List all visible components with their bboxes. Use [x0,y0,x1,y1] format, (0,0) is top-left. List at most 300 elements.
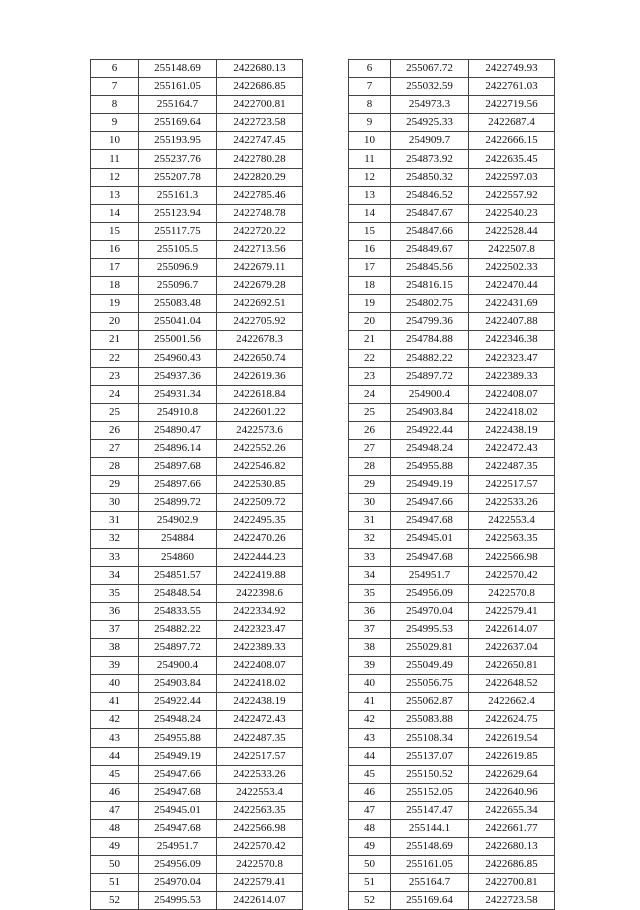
y-coordinate-cell: 2422619.54 [469,729,555,747]
x-coordinate-cell: 254956.09 [139,856,217,874]
table-row [349,584,555,602]
table-row [349,874,555,892]
y-coordinate-cell: 2422517.57 [469,476,555,494]
x-coordinate-cell: 255169.64 [391,892,469,910]
y-coordinate-cell: 2422472.43 [217,711,303,729]
y-coordinate-cell: 2422517.57 [217,747,303,765]
point-number-cell: 25 [349,403,391,421]
table-row [349,439,555,457]
x-coordinate-cell: 255164.7 [391,874,469,892]
point-number-cell: 34 [349,566,391,584]
point-number-cell: 45 [91,765,139,783]
x-coordinate-cell: 254802.75 [391,295,469,313]
table-row [91,874,303,892]
y-coordinate-cell: 2422614.07 [217,892,303,910]
x-coordinate-cell: 254945.01 [391,530,469,548]
x-coordinate-cell: 254903.84 [139,675,217,693]
x-coordinate-cell: 254845.56 [391,259,469,277]
table-row [349,856,555,874]
x-coordinate-cell: 254951.7 [391,566,469,584]
table-row [91,620,303,638]
table-row [349,458,555,476]
table-row [91,168,303,186]
table-row [91,204,303,222]
x-coordinate-cell: 255137.07 [391,747,469,765]
point-number-cell: 13 [91,186,139,204]
x-coordinate-cell: 254995.53 [391,620,469,638]
y-coordinate-cell: 2422679.11 [217,259,303,277]
x-coordinate-cell: 254848.54 [139,584,217,602]
table-row [349,313,555,331]
table-row [91,476,303,494]
point-number-cell: 28 [349,458,391,476]
y-coordinate-cell: 2422637.04 [469,639,555,657]
table-body-left [91,60,303,910]
table-row [91,657,303,675]
table-row [349,783,555,801]
y-coordinate-cell: 2422686.85 [469,856,555,874]
y-coordinate-cell: 2422662.4 [469,693,555,711]
x-coordinate-cell: 255001.56 [139,331,217,349]
table-row [91,132,303,150]
x-coordinate-cell: 254931.34 [139,385,217,403]
point-number-cell: 11 [91,150,139,168]
point-number-cell: 33 [91,548,139,566]
x-coordinate-cell: 254850.32 [391,168,469,186]
x-coordinate-cell: 254922.44 [139,693,217,711]
table-row [91,512,303,530]
x-coordinate-cell: 254849.67 [391,240,469,258]
x-coordinate-cell: 254882.22 [139,620,217,638]
point-number-cell: 50 [91,856,139,874]
x-coordinate-cell: 255096.9 [139,259,217,277]
point-number-cell: 35 [91,584,139,602]
point-number-cell: 52 [349,892,391,910]
x-coordinate-cell: 254799.36 [391,313,469,331]
point-number-cell: 24 [91,385,139,403]
point-number-cell: 14 [91,204,139,222]
table-row [91,838,303,856]
table-row [91,295,303,313]
y-coordinate-cell: 2422407.88 [469,313,555,331]
y-coordinate-cell: 2422470.44 [469,277,555,295]
point-number-cell: 47 [349,801,391,819]
y-coordinate-cell: 2422747.45 [217,132,303,150]
y-coordinate-cell: 2422408.07 [217,657,303,675]
y-coordinate-cell: 2422705.92 [217,313,303,331]
y-coordinate-cell: 2422614.07 [469,620,555,638]
y-coordinate-cell: 2422700.81 [469,874,555,892]
y-coordinate-cell: 2422563.35 [469,530,555,548]
table-row [91,114,303,132]
table-row [349,222,555,240]
y-coordinate-cell: 2422650.81 [469,657,555,675]
table-row [349,476,555,494]
point-number-cell: 31 [349,512,391,530]
x-coordinate-cell: 254897.72 [139,639,217,657]
y-coordinate-cell: 2422820.29 [217,168,303,186]
y-coordinate-cell: 2422700.81 [217,96,303,114]
point-number-cell: 30 [91,494,139,512]
x-coordinate-cell: 254903.84 [391,403,469,421]
x-coordinate-cell: 255148.69 [139,60,217,78]
y-coordinate-cell: 2422618.84 [217,385,303,403]
point-number-cell: 8 [91,96,139,114]
x-coordinate-cell: 254970.04 [139,874,217,892]
table-row [91,783,303,801]
x-coordinate-cell: 254884 [139,530,217,548]
x-coordinate-cell: 254955.88 [139,729,217,747]
x-coordinate-cell: 255062.87 [391,693,469,711]
table-row [91,729,303,747]
point-number-cell: 32 [91,530,139,548]
y-coordinate-cell: 2422346.38 [469,331,555,349]
table-row [91,530,303,548]
y-coordinate-cell: 2422418.02 [469,403,555,421]
point-number-cell: 32 [349,530,391,548]
x-coordinate-cell: 254949.19 [391,476,469,494]
y-coordinate-cell: 2422570.8 [469,584,555,602]
point-number-cell: 51 [349,874,391,892]
table-row [91,801,303,819]
x-coordinate-cell: 255083.88 [391,711,469,729]
y-coordinate-cell: 2422619.36 [217,367,303,385]
point-number-cell: 21 [349,331,391,349]
x-coordinate-cell: 255056.75 [391,675,469,693]
x-coordinate-cell: 254948.24 [139,711,217,729]
table-row [349,277,555,295]
y-coordinate-cell: 2422570.42 [469,566,555,584]
point-number-cell: 43 [91,729,139,747]
y-coordinate-cell: 2422619.85 [469,747,555,765]
x-coordinate-cell: 254951.7 [139,838,217,856]
x-coordinate-cell: 254949.19 [139,747,217,765]
y-coordinate-cell: 2422686.85 [217,78,303,96]
point-number-cell: 17 [91,259,139,277]
y-coordinate-cell: 2422648.52 [469,675,555,693]
table-row [91,856,303,874]
point-number-cell: 22 [91,349,139,367]
table-row [91,222,303,240]
table-row [349,403,555,421]
x-coordinate-cell: 254902.9 [139,512,217,530]
y-coordinate-cell: 2422761.03 [469,78,555,96]
x-coordinate-cell: 255067.72 [391,60,469,78]
coordinate-table-right [348,59,555,910]
point-number-cell: 45 [349,765,391,783]
table-row [91,421,303,439]
y-coordinate-cell: 2422323.47 [217,620,303,638]
y-coordinate-cell: 2422507.8 [469,240,555,258]
table-row [91,60,303,78]
y-coordinate-cell: 2422687.4 [469,114,555,132]
point-number-cell: 40 [91,675,139,693]
table-row [91,240,303,258]
x-coordinate-cell: 254860 [139,548,217,566]
y-coordinate-cell: 2422334.92 [217,602,303,620]
point-number-cell: 37 [349,620,391,638]
point-number-cell: 28 [91,458,139,476]
x-coordinate-cell: 254922.44 [391,421,469,439]
x-coordinate-cell: 255161.05 [139,78,217,96]
y-coordinate-cell: 2422713.56 [217,240,303,258]
x-coordinate-cell: 255164.7 [139,96,217,114]
x-coordinate-cell: 255041.04 [139,313,217,331]
y-coordinate-cell: 2422438.19 [217,693,303,711]
x-coordinate-cell: 254900.4 [139,657,217,675]
point-number-cell: 35 [349,584,391,602]
y-coordinate-cell: 2422679.28 [217,277,303,295]
table-row [349,494,555,512]
table-row [91,458,303,476]
table-row [91,403,303,421]
y-coordinate-cell: 2422472.43 [469,439,555,457]
x-coordinate-cell: 255148.69 [391,838,469,856]
point-number-cell: 12 [349,168,391,186]
x-coordinate-cell: 254900.4 [391,385,469,403]
x-coordinate-cell: 255207.78 [139,168,217,186]
y-coordinate-cell: 2422431.69 [469,295,555,313]
table-row [91,331,303,349]
table-row [91,349,303,367]
y-coordinate-cell: 2422398.6 [217,584,303,602]
point-number-cell: 26 [91,421,139,439]
y-coordinate-cell: 2422785.46 [217,186,303,204]
y-coordinate-cell: 2422650.74 [217,349,303,367]
point-number-cell: 52 [91,892,139,910]
x-coordinate-cell: 255029.81 [391,639,469,657]
x-coordinate-cell: 254973.3 [391,96,469,114]
x-coordinate-cell: 255083.48 [139,295,217,313]
y-coordinate-cell: 2422661.77 [469,819,555,837]
point-number-cell: 27 [349,439,391,457]
table-row [349,711,555,729]
table-row [349,566,555,584]
y-coordinate-cell: 2422418.02 [217,675,303,693]
table-row [349,602,555,620]
point-number-cell: 47 [91,801,139,819]
x-coordinate-cell: 254947.66 [391,494,469,512]
table-row [91,385,303,403]
x-coordinate-cell: 255105.5 [139,240,217,258]
y-coordinate-cell: 2422528.44 [469,222,555,240]
x-coordinate-cell: 254947.68 [139,819,217,837]
point-number-cell: 16 [91,240,139,258]
point-number-cell: 22 [349,349,391,367]
point-number-cell: 19 [91,295,139,313]
point-number-cell: 26 [349,421,391,439]
point-number-cell: 20 [349,313,391,331]
x-coordinate-cell: 254846.52 [391,186,469,204]
table-row [91,494,303,512]
table-row [91,892,303,910]
table-row [91,693,303,711]
y-coordinate-cell: 2422601.22 [217,403,303,421]
point-number-cell: 8 [349,96,391,114]
point-number-cell: 18 [349,277,391,295]
table-row [91,150,303,168]
table-row [91,548,303,566]
table-row [349,639,555,657]
y-coordinate-cell: 2422579.41 [469,602,555,620]
table-row [349,512,555,530]
table-row [349,385,555,403]
x-coordinate-cell: 255117.75 [139,222,217,240]
x-coordinate-cell: 254882.22 [391,349,469,367]
point-number-cell: 24 [349,385,391,403]
y-coordinate-cell: 2422723.58 [469,892,555,910]
table-row [349,657,555,675]
point-number-cell: 46 [349,783,391,801]
x-coordinate-cell: 254910.8 [139,403,217,421]
x-coordinate-cell: 254833.55 [139,602,217,620]
x-coordinate-cell: 254896.14 [139,439,217,457]
table-row [91,584,303,602]
point-number-cell: 51 [91,874,139,892]
x-coordinate-cell: 254970.04 [391,602,469,620]
table-row [349,60,555,78]
y-coordinate-cell: 2422509.72 [217,494,303,512]
table-row [91,313,303,331]
point-number-cell: 9 [91,114,139,132]
x-coordinate-cell: 254784.88 [391,331,469,349]
y-coordinate-cell: 2422552.26 [217,439,303,457]
y-coordinate-cell: 2422624.75 [469,711,555,729]
x-coordinate-cell: 255032.59 [391,78,469,96]
point-number-cell: 23 [91,367,139,385]
x-coordinate-cell: 254897.68 [139,458,217,476]
y-coordinate-cell: 2422540.23 [469,204,555,222]
table-row [349,78,555,96]
point-number-cell: 49 [91,838,139,856]
point-number-cell: 29 [349,476,391,494]
point-number-cell: 42 [349,711,391,729]
table-row [349,132,555,150]
x-coordinate-cell: 254945.01 [139,801,217,819]
table-row [349,892,555,910]
point-number-cell: 38 [91,639,139,657]
table-row [91,259,303,277]
point-number-cell: 37 [91,620,139,638]
table-row [91,439,303,457]
table-row [349,675,555,693]
point-number-cell: 7 [91,78,139,96]
y-coordinate-cell: 2422680.13 [469,838,555,856]
x-coordinate-cell: 254897.72 [391,367,469,385]
table-row [349,186,555,204]
y-coordinate-cell: 2422678.3 [217,331,303,349]
point-number-cell: 33 [349,548,391,566]
point-number-cell: 34 [91,566,139,584]
y-coordinate-cell: 2422723.58 [217,114,303,132]
y-coordinate-cell: 2422780.28 [217,150,303,168]
point-number-cell: 11 [349,150,391,168]
y-coordinate-cell: 2422563.35 [217,801,303,819]
point-number-cell: 15 [91,222,139,240]
y-coordinate-cell: 2422655.34 [469,801,555,819]
x-coordinate-cell: 254847.67 [391,204,469,222]
y-coordinate-cell: 2422419.88 [217,566,303,584]
point-number-cell: 41 [349,693,391,711]
table-row [349,421,555,439]
y-coordinate-cell: 2422389.33 [217,639,303,657]
y-coordinate-cell: 2422408.07 [469,385,555,403]
x-coordinate-cell: 255049.49 [391,657,469,675]
table-row [91,367,303,385]
table-row [91,277,303,295]
point-number-cell: 36 [349,602,391,620]
x-coordinate-cell: 254947.66 [139,765,217,783]
x-coordinate-cell: 255144.1 [391,819,469,837]
x-coordinate-cell: 255150.52 [391,765,469,783]
table-row [349,693,555,711]
point-number-cell: 46 [91,783,139,801]
x-coordinate-cell: 254948.24 [391,439,469,457]
x-coordinate-cell: 254995.53 [139,892,217,910]
point-number-cell: 27 [91,439,139,457]
point-number-cell: 18 [91,277,139,295]
table-row [349,367,555,385]
x-coordinate-cell: 254851.57 [139,566,217,584]
y-coordinate-cell: 2422546.82 [217,458,303,476]
y-coordinate-cell: 2422579.41 [217,874,303,892]
table-row [349,548,555,566]
table-row [349,747,555,765]
x-coordinate-cell: 254899.72 [139,494,217,512]
y-coordinate-cell: 2422533.26 [217,765,303,783]
point-number-cell: 7 [349,78,391,96]
y-coordinate-cell: 2422680.13 [217,60,303,78]
table-row [349,620,555,638]
table-row [91,96,303,114]
x-coordinate-cell: 254947.68 [391,548,469,566]
table-row [349,295,555,313]
point-number-cell: 43 [349,729,391,747]
point-number-cell: 6 [91,60,139,78]
y-coordinate-cell: 2422666.15 [469,132,555,150]
y-coordinate-cell: 2422570.8 [217,856,303,874]
point-number-cell: 20 [91,313,139,331]
table-row [349,530,555,548]
table-row [91,78,303,96]
x-coordinate-cell: 254897.66 [139,476,217,494]
x-coordinate-cell: 255237.76 [139,150,217,168]
point-number-cell: 6 [349,60,391,78]
point-number-cell: 42 [91,711,139,729]
y-coordinate-cell: 2422495.35 [217,512,303,530]
point-number-cell: 10 [91,132,139,150]
x-coordinate-cell: 255108.34 [391,729,469,747]
x-coordinate-cell: 255193.95 [139,132,217,150]
point-number-cell: 29 [91,476,139,494]
y-coordinate-cell: 2422323.47 [469,349,555,367]
point-number-cell: 12 [91,168,139,186]
coordinate-table-left [90,59,303,910]
table-row [349,240,555,258]
y-coordinate-cell: 2422566.98 [217,819,303,837]
y-coordinate-cell: 2422487.35 [469,458,555,476]
point-number-cell: 44 [349,747,391,765]
table-row [349,838,555,856]
x-coordinate-cell: 254909.7 [391,132,469,150]
table-row [349,96,555,114]
point-number-cell: 36 [91,602,139,620]
y-coordinate-cell: 2422640.96 [469,783,555,801]
y-coordinate-cell: 2422530.85 [217,476,303,494]
point-number-cell: 38 [349,639,391,657]
point-number-cell: 23 [349,367,391,385]
table-row [349,801,555,819]
